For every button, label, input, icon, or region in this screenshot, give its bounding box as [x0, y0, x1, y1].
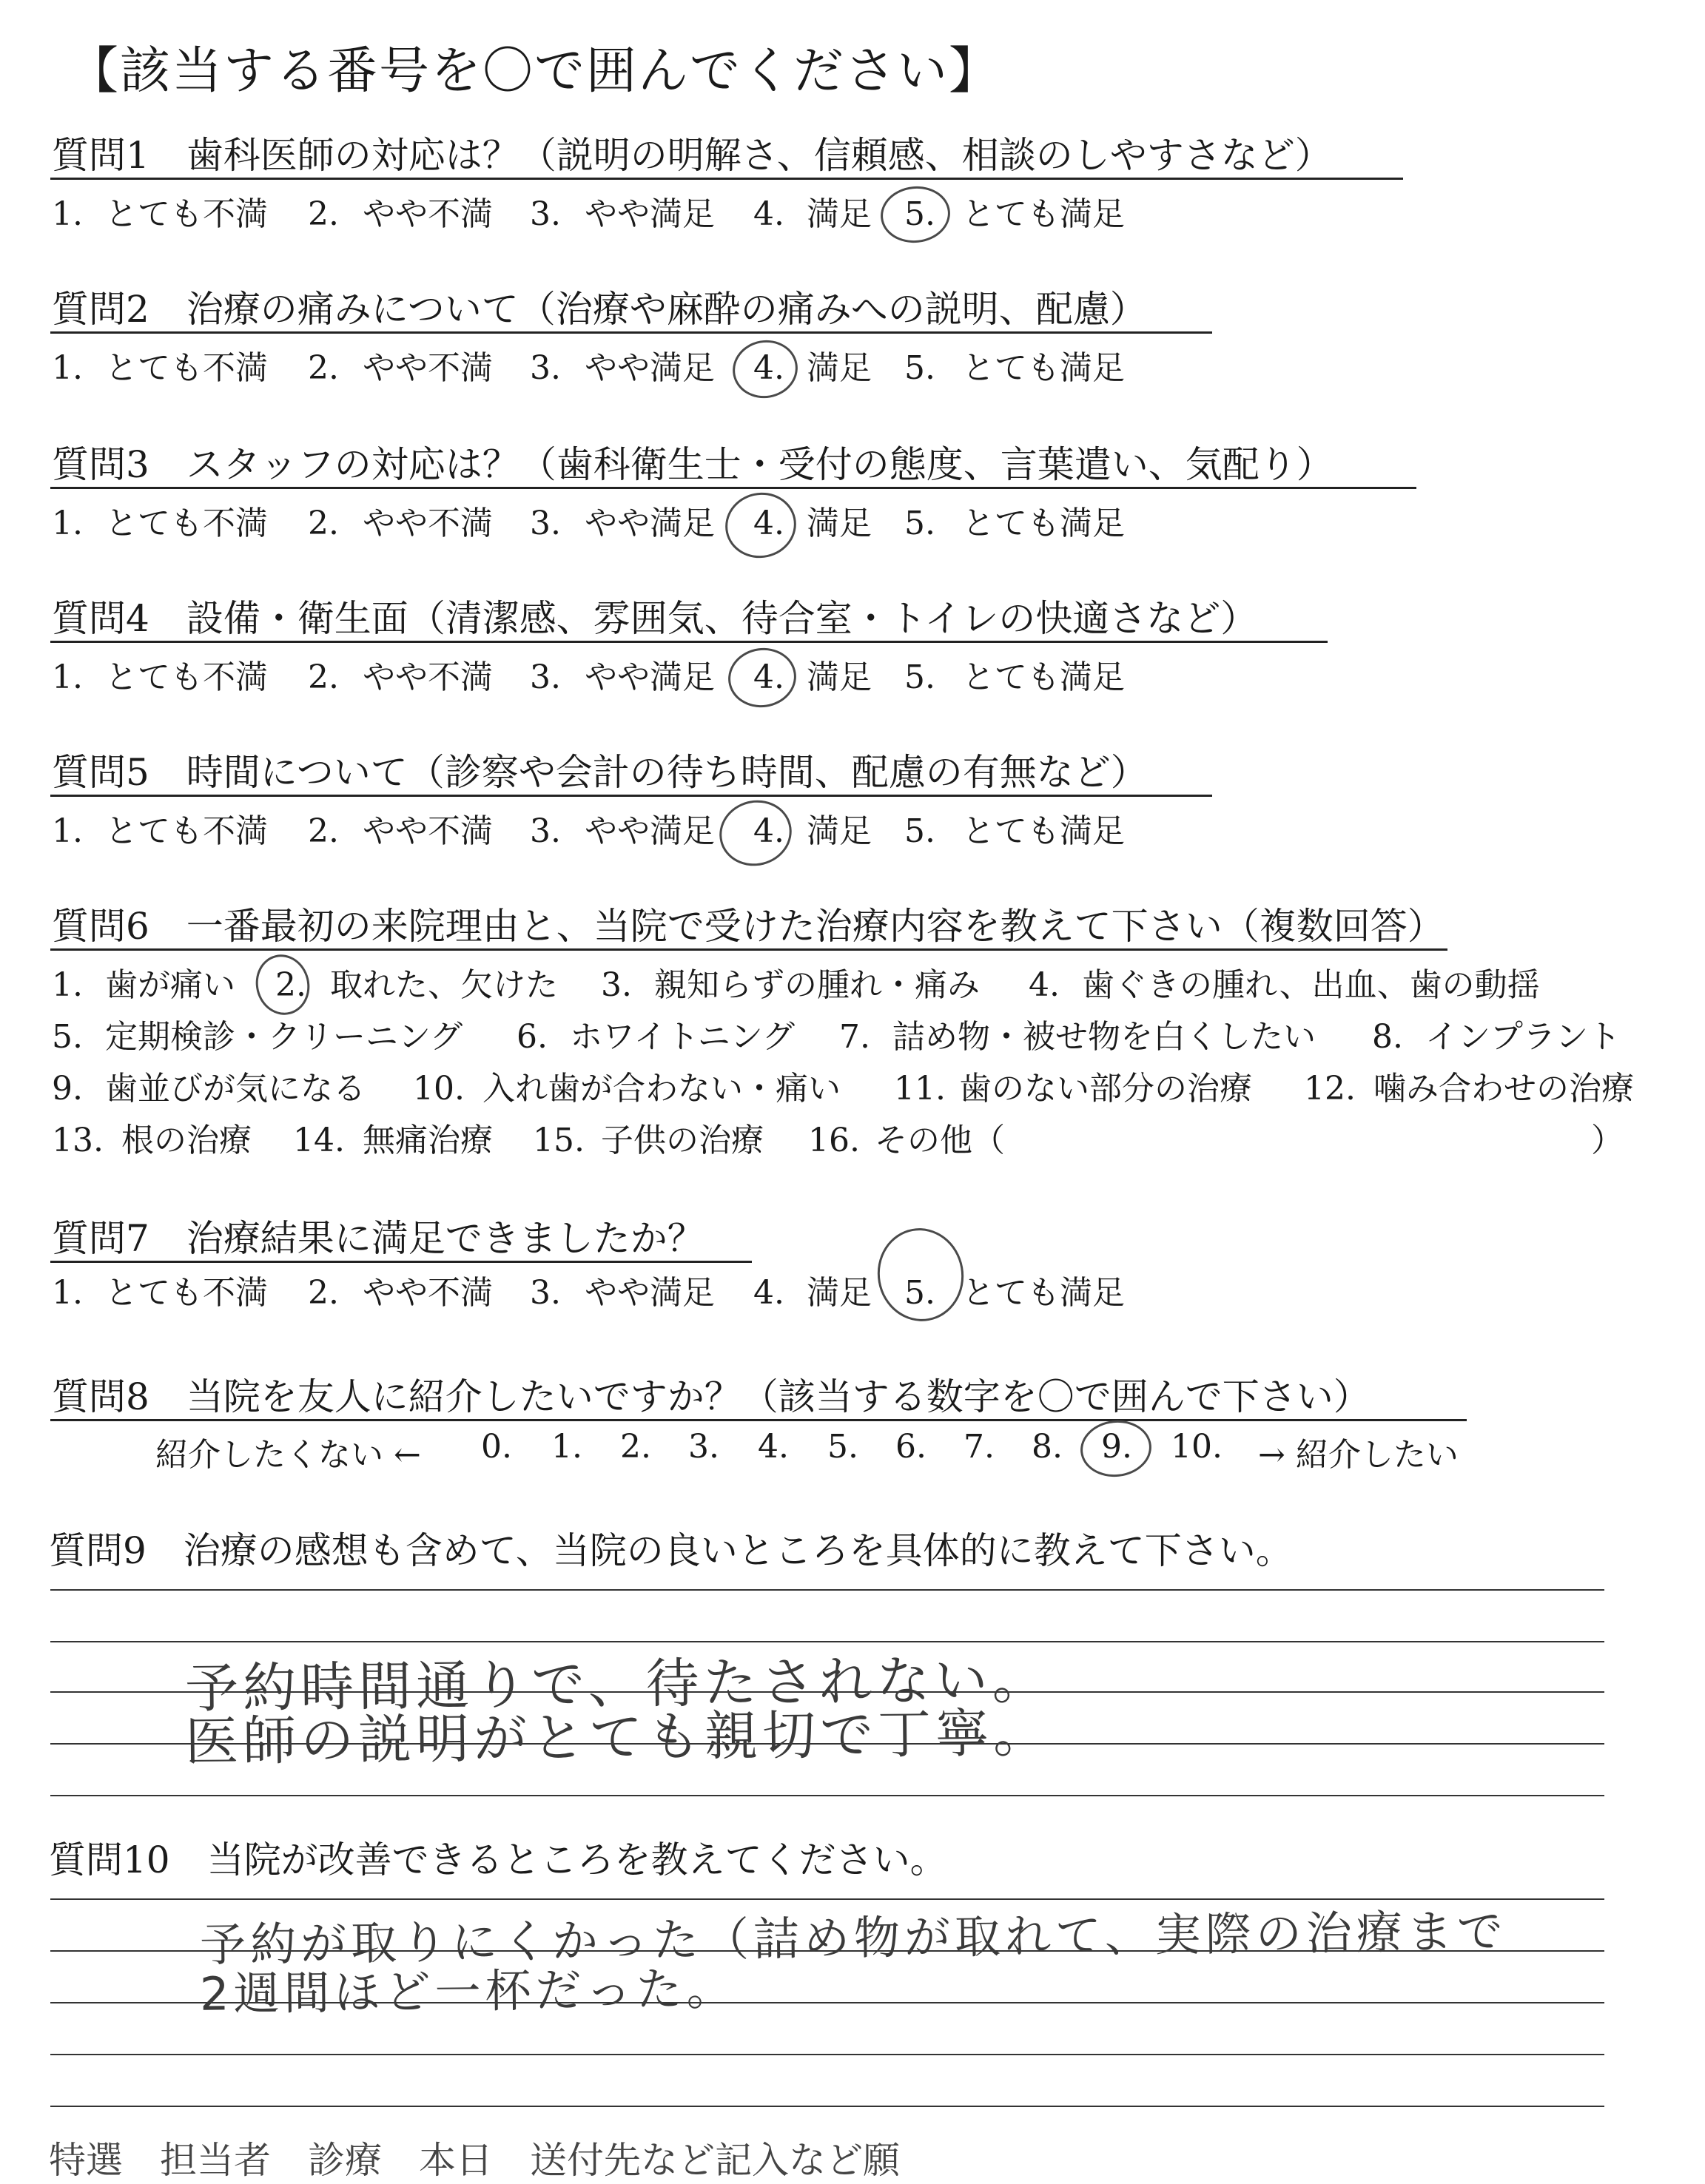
- option-number[interactable]: 8.: [1372, 1018, 1403, 1056]
- option-number[interactable]: 11.: [894, 1070, 946, 1108]
- option-label[interactable]: とても満足: [962, 1274, 1125, 1312]
- option-label[interactable]: 親知らずの腫れ・痛み: [654, 966, 980, 1004]
- option-number[interactable]: 1.: [52, 349, 83, 387]
- option-number[interactable]: 2.: [308, 349, 339, 387]
- option-number[interactable]: 3.: [530, 658, 561, 696]
- option-label[interactable]: とても満足: [962, 812, 1125, 850]
- option-number[interactable]: 4.: [1029, 966, 1060, 1004]
- option-label[interactable]: 無痛治療: [363, 1122, 493, 1159]
- option-number[interactable]: 10.: [413, 1070, 465, 1108]
- option-number[interactable]: 5.: [52, 1018, 83, 1056]
- option-label[interactable]: とても不満: [105, 349, 268, 387]
- option-label[interactable]: やや不満: [363, 195, 493, 233]
- other-close-paren: ）: [1591, 1122, 1624, 1159]
- option-label[interactable]: ホワイトニング: [570, 1018, 796, 1056]
- scale-number[interactable]: 8.: [1032, 1428, 1063, 1466]
- question-2-underline: [50, 331, 1212, 334]
- selection-circle: [713, 792, 798, 873]
- question-4-underline: [50, 641, 1328, 643]
- selection-circle: [870, 1221, 971, 1328]
- option-label[interactable]: その他（: [875, 1122, 1005, 1159]
- option-label[interactable]: 満足: [807, 658, 872, 696]
- option-label[interactable]: 噛み合わせの治療: [1373, 1070, 1634, 1108]
- answer-line: [50, 1795, 1604, 1796]
- option-number[interactable]: 3.: [530, 1274, 561, 1312]
- option-label[interactable]: 歯のない部分の治療: [959, 1070, 1252, 1108]
- option-label[interactable]: 満足: [807, 1274, 872, 1312]
- option-label[interactable]: やや満足: [585, 812, 715, 850]
- scale-number[interactable]: 0.: [481, 1428, 512, 1466]
- option-number[interactable]: 2.: [308, 505, 339, 542]
- option-label[interactable]: やや満足: [585, 349, 715, 387]
- selection-circle: [728, 335, 802, 403]
- option-label[interactable]: 根の治療: [121, 1122, 252, 1159]
- option-label[interactable]: 歯が痛い: [105, 966, 235, 1004]
- scale-left-label: 紹介したくない ←: [155, 1436, 421, 1474]
- scale-number[interactable]: 3.: [688, 1428, 719, 1466]
- selection-circle: [249, 949, 316, 1021]
- question-1-underline: [50, 178, 1403, 180]
- option-number[interactable]: 4.: [753, 505, 784, 542]
- option-number[interactable]: 5.: [904, 1274, 935, 1312]
- option-label[interactable]: やや不満: [363, 658, 493, 696]
- answer-line: [50, 1589, 1604, 1591]
- question-4-title: 質問4 設備・衛生面（清潔感、雰囲気、待合室・トイレの快適さなど）: [52, 597, 1258, 640]
- option-number[interactable]: 4.: [753, 812, 784, 850]
- scale-number[interactable]: 5.: [827, 1428, 858, 1466]
- option-label[interactable]: やや満足: [585, 1274, 715, 1312]
- option-label[interactable]: とても不満: [105, 812, 268, 850]
- option-number[interactable]: 2.: [275, 966, 306, 1004]
- handwritten-answer-line: 予約時間通りで、待たされない。: [184, 1648, 1051, 1720]
- option-label[interactable]: とても満足: [962, 658, 1125, 696]
- option-number[interactable]: 15.: [533, 1122, 585, 1159]
- answer-line: [50, 2054, 1604, 2055]
- option-label[interactable]: 子供の治療: [601, 1122, 764, 1159]
- option-number[interactable]: 3.: [530, 195, 561, 233]
- option-number[interactable]: 1.: [52, 1274, 83, 1312]
- question-3-title: 質問3 スタッフの対応は？（歯科衛生士・受付の態度、言葉遣い、気配り）: [52, 443, 1334, 486]
- selection-circle: [878, 183, 952, 246]
- selection-circle: [724, 644, 800, 712]
- option-number[interactable]: 3.: [530, 505, 561, 542]
- option-label[interactable]: 取れた、欠けた: [330, 966, 558, 1004]
- option-number[interactable]: 2.: [308, 812, 339, 850]
- scale-number[interactable]: 2.: [620, 1428, 651, 1466]
- option-number[interactable]: 9.: [52, 1070, 83, 1108]
- question-1-title: 質問1 歯科医師の対応は？（説明の明解さ、信頼感、相談のしやすさなど）: [52, 134, 1332, 177]
- question-8-title: 質問8 当院を友人に紹介したいですか？（該当する数字を〇で囲んで下さい）: [52, 1375, 1371, 1418]
- option-label[interactable]: やや不満: [363, 1274, 493, 1312]
- footer-cutoff-text: 特選 担当者 診療 本日 送付先など記入など願: [49, 2139, 900, 2182]
- question-10-title: 質問10 当院が改善できるところを教えてください。: [49, 1838, 947, 1881]
- scale-number[interactable]: 9.: [1101, 1428, 1132, 1466]
- option-number[interactable]: 3.: [530, 812, 561, 850]
- option-label[interactable]: とても不満: [105, 658, 268, 696]
- scale-number[interactable]: 1.: [551, 1428, 582, 1466]
- option-number[interactable]: 4.: [753, 1274, 784, 1312]
- question-7-underline: [50, 1261, 752, 1263]
- question-8-underline: [50, 1419, 1467, 1421]
- question-5-underline: [50, 795, 1212, 797]
- option-number[interactable]: 1.: [52, 812, 83, 850]
- option-number[interactable]: 16.: [808, 1122, 860, 1159]
- option-number[interactable]: 4.: [753, 349, 784, 387]
- option-label[interactable]: とても満足: [962, 349, 1125, 387]
- option-label[interactable]: とても満足: [962, 505, 1125, 542]
- question-6-underline: [50, 948, 1447, 951]
- scale-number[interactable]: 4.: [758, 1428, 789, 1466]
- option-number[interactable]: 1.: [52, 195, 83, 233]
- option-label[interactable]: 歯ぐきの腫れ、出血、歯の動揺: [1082, 966, 1540, 1004]
- option-number[interactable]: 12.: [1304, 1070, 1356, 1108]
- option-label[interactable]: やや不満: [363, 505, 493, 542]
- scale-number[interactable]: 6.: [895, 1428, 927, 1466]
- option-label[interactable]: やや満足: [585, 195, 715, 233]
- option-label[interactable]: とても不満: [105, 505, 268, 542]
- question-5-title: 質問5 時間について（診察や会計の待ち時間、配慮の有無など）: [52, 751, 1148, 794]
- option-label[interactable]: 満足: [807, 195, 872, 233]
- option-number[interactable]: 5.: [904, 505, 935, 542]
- option-number[interactable]: 5.: [904, 658, 935, 696]
- scale-right-label: → 紹介したい: [1258, 1436, 1459, 1474]
- option-label[interactable]: 定期検診・クリーニング: [105, 1018, 463, 1056]
- option-number[interactable]: 6.: [517, 1018, 548, 1056]
- option-label[interactable]: 満足: [807, 505, 872, 542]
- option-number[interactable]: 1.: [52, 658, 83, 696]
- option-label[interactable]: とても不満: [105, 1274, 268, 1312]
- option-label[interactable]: 入れ歯が合わない・痛い: [482, 1070, 841, 1108]
- handwritten-answer-line: 予約が取りにくかった（詰め物が取れて、実際の治療まで: [199, 1904, 1508, 1972]
- handwritten-answer-line: 2週間ほど一杯だった。: [199, 1961, 737, 2021]
- option-number[interactable]: 2.: [308, 658, 339, 696]
- option-label[interactable]: 満足: [807, 812, 872, 850]
- option-label[interactable]: やや満足: [585, 658, 715, 696]
- option-label[interactable]: 歯並びが気になる: [105, 1070, 366, 1108]
- selection-circle: [1077, 1417, 1154, 1480]
- scale-number[interactable]: 10.: [1171, 1428, 1223, 1466]
- option-label[interactable]: 満足: [807, 349, 872, 387]
- option-number[interactable]: 4.: [753, 658, 784, 696]
- question-3-underline: [50, 487, 1416, 489]
- option-number[interactable]: 13.: [52, 1122, 104, 1159]
- answer-line: [50, 2106, 1604, 2107]
- option-label[interactable]: とても満足: [962, 195, 1125, 233]
- option-number[interactable]: 5.: [904, 195, 935, 233]
- option-number[interactable]: 3.: [530, 349, 561, 387]
- option-number[interactable]: 4.: [753, 195, 784, 233]
- question-6-title: 質問6 一番最初の来院理由と、当院で受けた治療内容を教えて下さい（複数回答）: [52, 905, 1445, 948]
- option-number[interactable]: 2.: [308, 195, 339, 233]
- option-label[interactable]: インプラント: [1425, 1018, 1621, 1056]
- scale-number[interactable]: 7.: [964, 1428, 995, 1466]
- handwritten-answer-line: 医師の説明がとても親切で丁寧。: [184, 1701, 1052, 1773]
- question-9-title: 質問9 治療の感想も含めて、当院の良いところを具体的に教えて下さい。: [49, 1529, 1293, 1572]
- option-number[interactable]: 14.: [293, 1122, 345, 1159]
- option-number[interactable]: 2.: [308, 1274, 339, 1312]
- option-number[interactable]: 5.: [904, 812, 935, 850]
- question-2-title: 質問2 治療の痛みについて（治療や麻酔の痛みへの説明、配慮）: [52, 288, 1147, 331]
- instruction-header: 【該当する番号を〇で囲んでください】: [68, 42, 1001, 101]
- option-label[interactable]: やや不満: [363, 812, 493, 850]
- option-label[interactable]: やや不満: [363, 349, 493, 387]
- option-number[interactable]: 3.: [601, 966, 632, 1004]
- option-label[interactable]: やや満足: [585, 505, 715, 542]
- option-number[interactable]: 1.: [52, 966, 83, 1004]
- option-label[interactable]: とても不満: [105, 195, 268, 233]
- selection-circle: [719, 486, 802, 564]
- option-label[interactable]: 詰め物・被せ物を白くしたい: [892, 1018, 1316, 1056]
- option-number[interactable]: 5.: [904, 349, 935, 387]
- option-number[interactable]: 7.: [839, 1018, 870, 1056]
- option-number[interactable]: 1.: [52, 505, 83, 542]
- question-7-title: 質問7 治療結果に満足できましたか？: [52, 1217, 704, 1260]
